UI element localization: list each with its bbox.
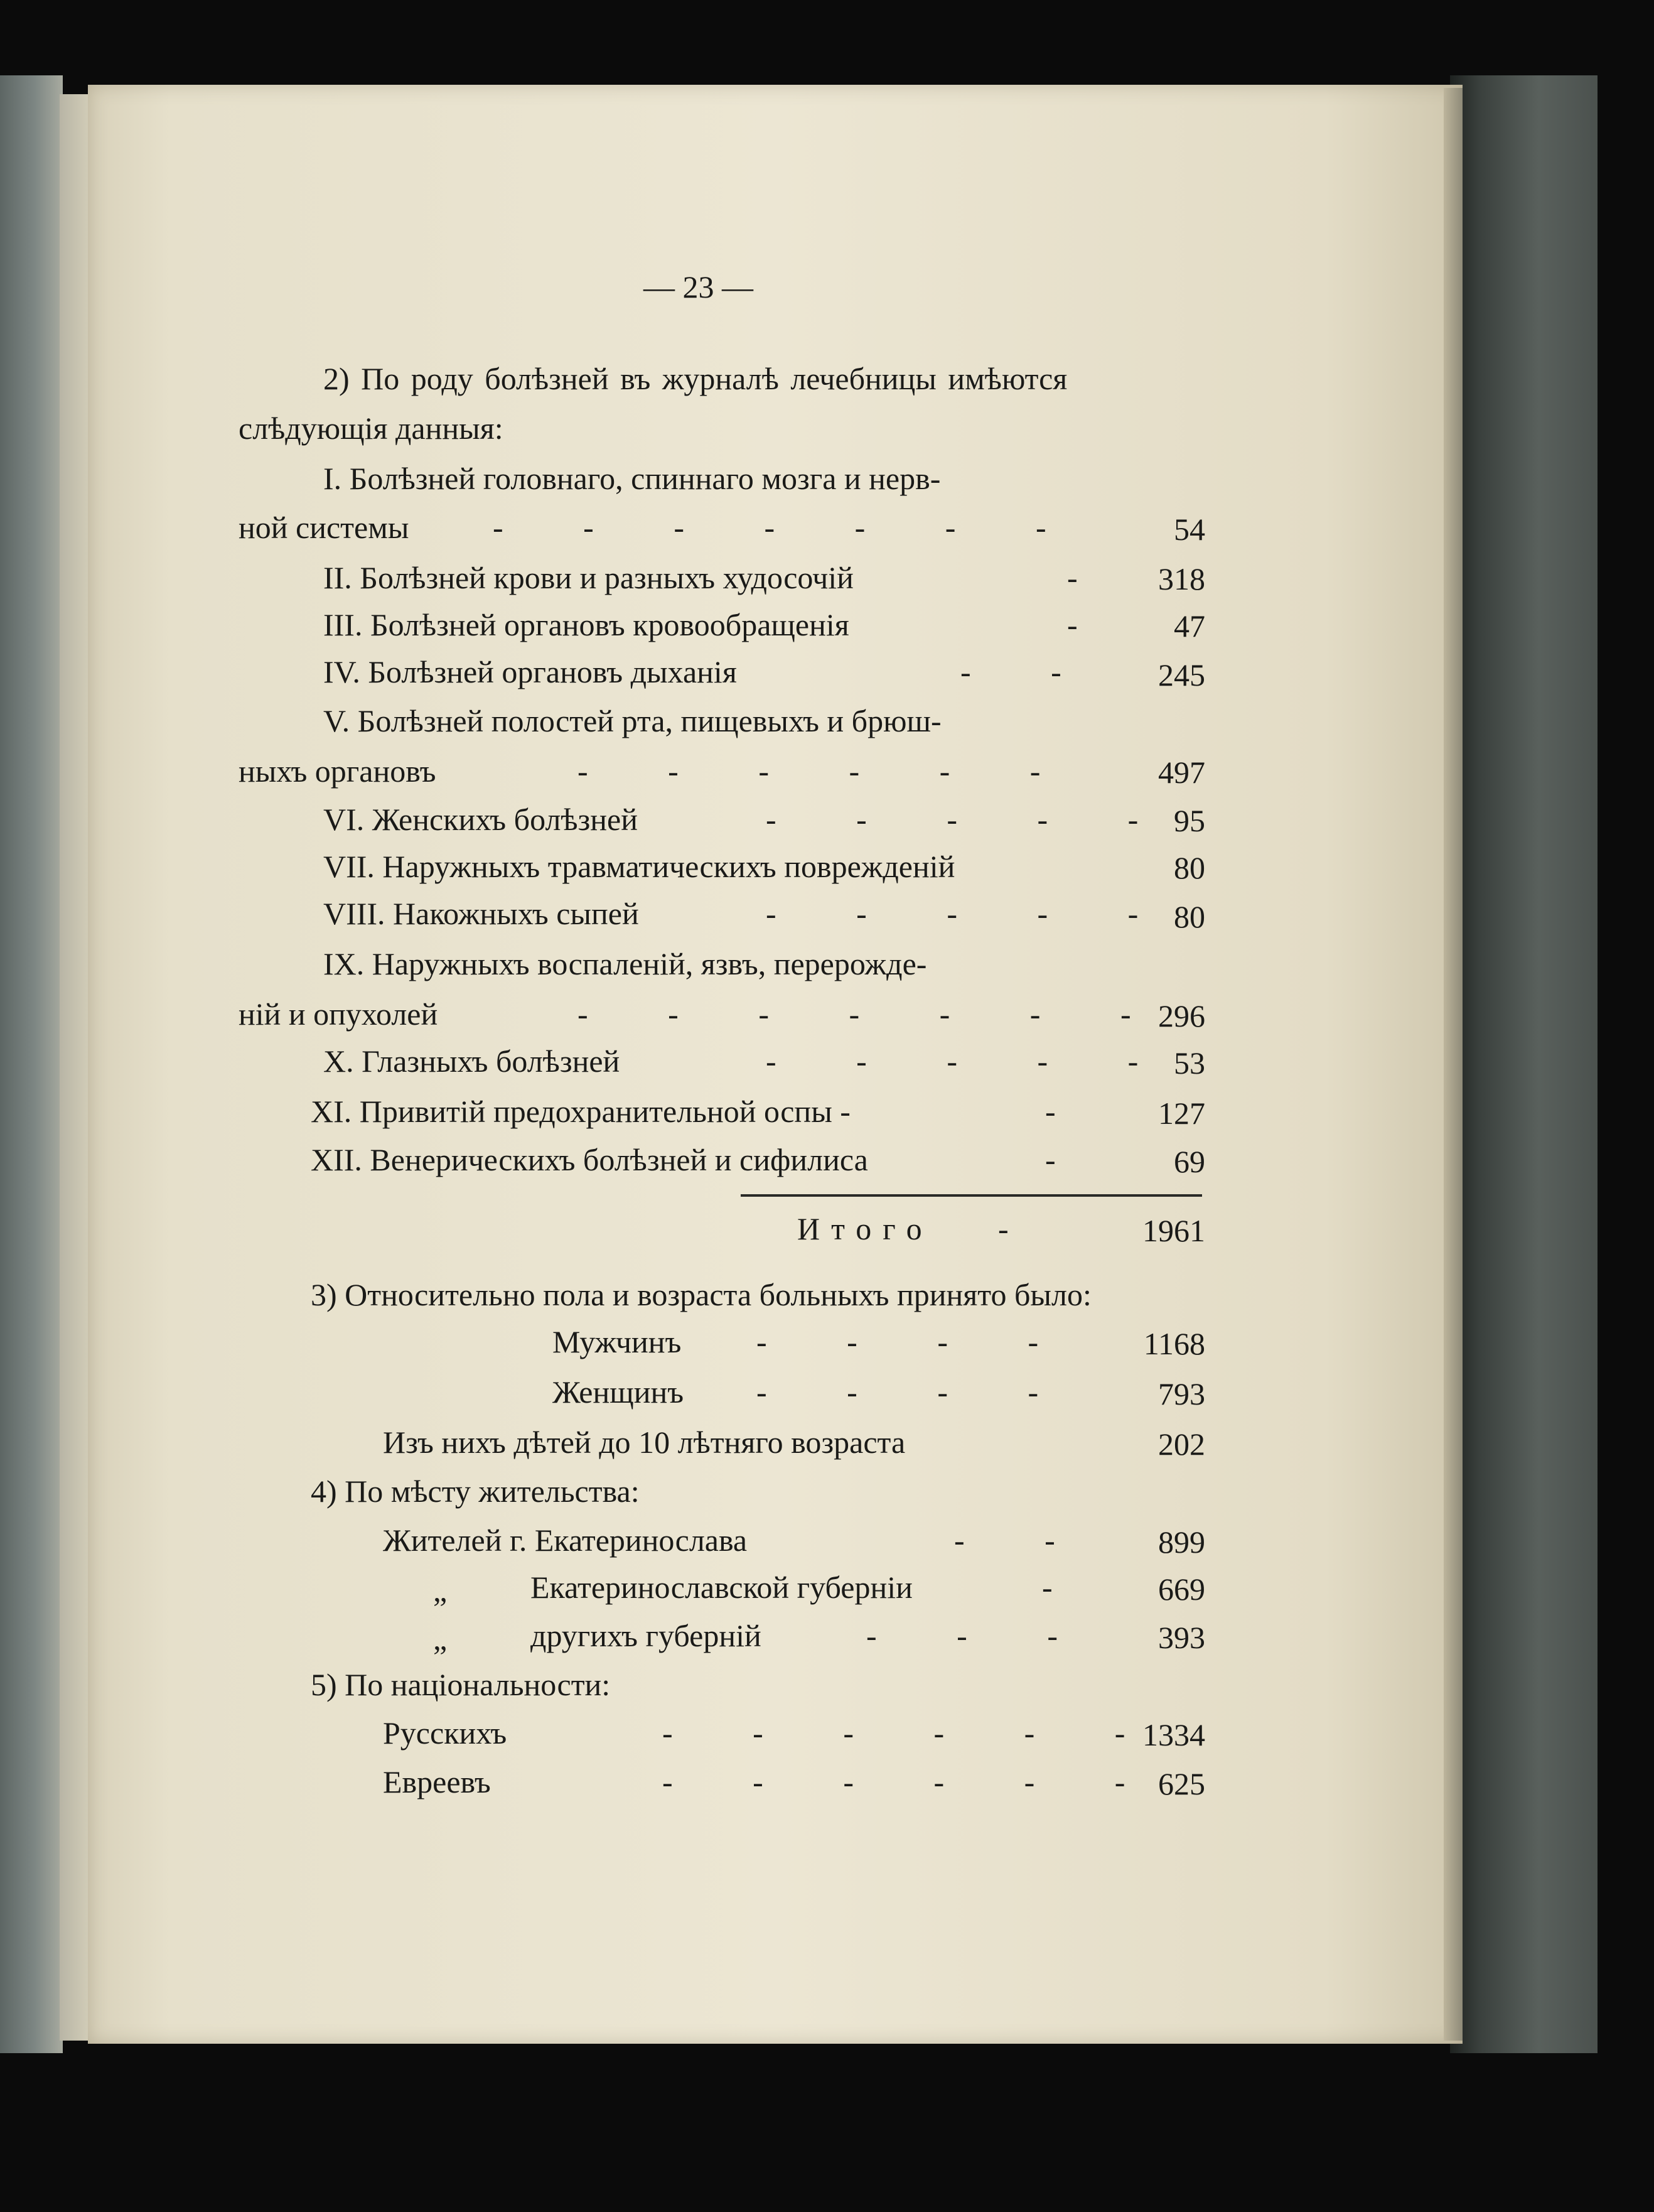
dot-leader: - - - - - - xyxy=(577,753,1041,789)
disease-item-5-value: 497 xyxy=(1158,755,1205,790)
disease-item-9-line2: ній и опухолей xyxy=(239,996,438,1032)
women-label: Женщинъ xyxy=(552,1374,684,1410)
disease-item-5-line1: V. Болѣзней полостей рта, пищевыхъ и брюш- xyxy=(323,703,942,738)
dot-leader: - - - - xyxy=(756,1374,1039,1410)
dot-leader: - - - - - xyxy=(766,1044,1139,1079)
ditto-mark: „ xyxy=(433,1573,448,1608)
children-value: 202 xyxy=(1158,1427,1205,1462)
nationality-russians-value: 1334 xyxy=(1142,1717,1205,1752)
disease-item-2-value: 318 xyxy=(1158,561,1205,596)
disease-item-11-value: 127 xyxy=(1158,1096,1205,1131)
disease-item-2: II. Болѣзней крови и разныхъ худосочій xyxy=(323,560,854,595)
section2-intro-line2: слѣдующія данныя: xyxy=(239,411,503,446)
disease-item-4-value: 245 xyxy=(1158,657,1205,693)
dot-leader: - - - - - xyxy=(766,802,1139,837)
nationality-jews-value: 625 xyxy=(1158,1766,1205,1801)
disease-item-11: XI. Привитій предохранительной оспы - xyxy=(311,1094,851,1129)
women-value: 793 xyxy=(1158,1376,1205,1411)
disease-item-7: VII. Наружныхъ травматическихъ поврежденій xyxy=(323,849,955,884)
disease-item-7-value: 80 xyxy=(1174,850,1205,885)
dot-leader: - - - - - - xyxy=(662,1764,1125,1799)
residence-other-label: другихъ губерній xyxy=(530,1618,761,1653)
dot-leader: - - - - - - - xyxy=(577,996,1131,1032)
disease-item-1-line1: I. Болѣзней головнаго, спиннаго мозга и нерв- xyxy=(323,461,941,496)
dot-leader: - - - - xyxy=(756,1324,1039,1359)
disease-item-6-value: 95 xyxy=(1174,803,1205,838)
total-value: 1961 xyxy=(1142,1213,1205,1248)
dot-leader: - - - - - - - xyxy=(493,510,1046,545)
disease-item-12: XII. Венерическихъ болѣзней и сифилиса xyxy=(311,1142,868,1177)
disease-item-9-line1: IX. Наружныхъ воспаленій, язвъ, перерожде- xyxy=(323,946,927,981)
total-label: Итого xyxy=(797,1211,933,1246)
section3-heading: 3) Относительно пола и возраста больныхъ принято было: xyxy=(311,1277,1092,1312)
children-label: Изъ нихъ дѣтей до 10 лѣтняго возраста xyxy=(383,1425,906,1460)
total-rule xyxy=(741,1194,1202,1197)
ditto-mark: „ xyxy=(433,1621,448,1656)
dot-leader: - xyxy=(1067,560,1078,595)
disease-item-10-value: 53 xyxy=(1174,1045,1205,1081)
nationality-russians-label: Русскихъ xyxy=(383,1715,507,1751)
disease-item-6: VI. Женскихъ болѣзней xyxy=(323,802,638,837)
disease-item-12-value: 69 xyxy=(1174,1144,1205,1179)
disease-item-3-value: 47 xyxy=(1174,608,1205,644)
section4-heading: 4) По мѣсту жительства: xyxy=(311,1474,640,1509)
residence-province-label: Екатеринославской губерніи xyxy=(530,1570,913,1605)
page-number: — 23 — xyxy=(643,269,753,305)
disease-item-8-value: 80 xyxy=(1174,899,1205,934)
dot-leader: - xyxy=(1042,1570,1053,1605)
disease-item-4: IV. Болѣзней органовъ дыханія xyxy=(323,654,737,689)
dot-leader: - xyxy=(998,1211,1009,1246)
men-value: 1168 xyxy=(1143,1326,1205,1361)
disease-item-10: X. Глазныхъ болѣзней xyxy=(323,1044,620,1079)
residence-city-label: Жителей г. Екатеринослава xyxy=(383,1523,748,1558)
residence-province-value: 669 xyxy=(1158,1572,1205,1607)
disease-item-5-line2: ныхъ органовъ xyxy=(239,753,436,789)
dot-leader: - - xyxy=(960,654,1061,689)
section2-intro-line1: 2) По роду болѣзней въ журналѣ лечебницы имѣются xyxy=(323,361,1068,396)
section5-heading: 5) По національности: xyxy=(311,1667,611,1702)
dot-leader: - - - xyxy=(866,1618,1058,1653)
residence-city-value: 899 xyxy=(1158,1524,1205,1560)
disease-item-1-value: 54 xyxy=(1174,512,1205,547)
dot-leader: - - - - - xyxy=(766,896,1139,931)
nationality-jews-label: Евреевъ xyxy=(383,1764,491,1799)
disease-item-8: VIII. Накожныхъ сыпей xyxy=(323,896,639,931)
disease-item-1-line2: ной системы xyxy=(239,510,409,545)
residence-other-value: 393 xyxy=(1158,1620,1205,1655)
men-label: Мужчинъ xyxy=(552,1324,682,1359)
dot-leader: - xyxy=(1067,607,1078,642)
dot-leader: - - - - - - xyxy=(662,1715,1125,1751)
dot-leader: - - xyxy=(954,1523,1055,1558)
dot-leader: - xyxy=(1045,1094,1056,1129)
dot-leader: - xyxy=(1045,1142,1056,1177)
disease-item-9-value: 296 xyxy=(1158,998,1205,1033)
disease-item-3: III. Болѣзней органовъ кровообращенія xyxy=(323,607,849,642)
